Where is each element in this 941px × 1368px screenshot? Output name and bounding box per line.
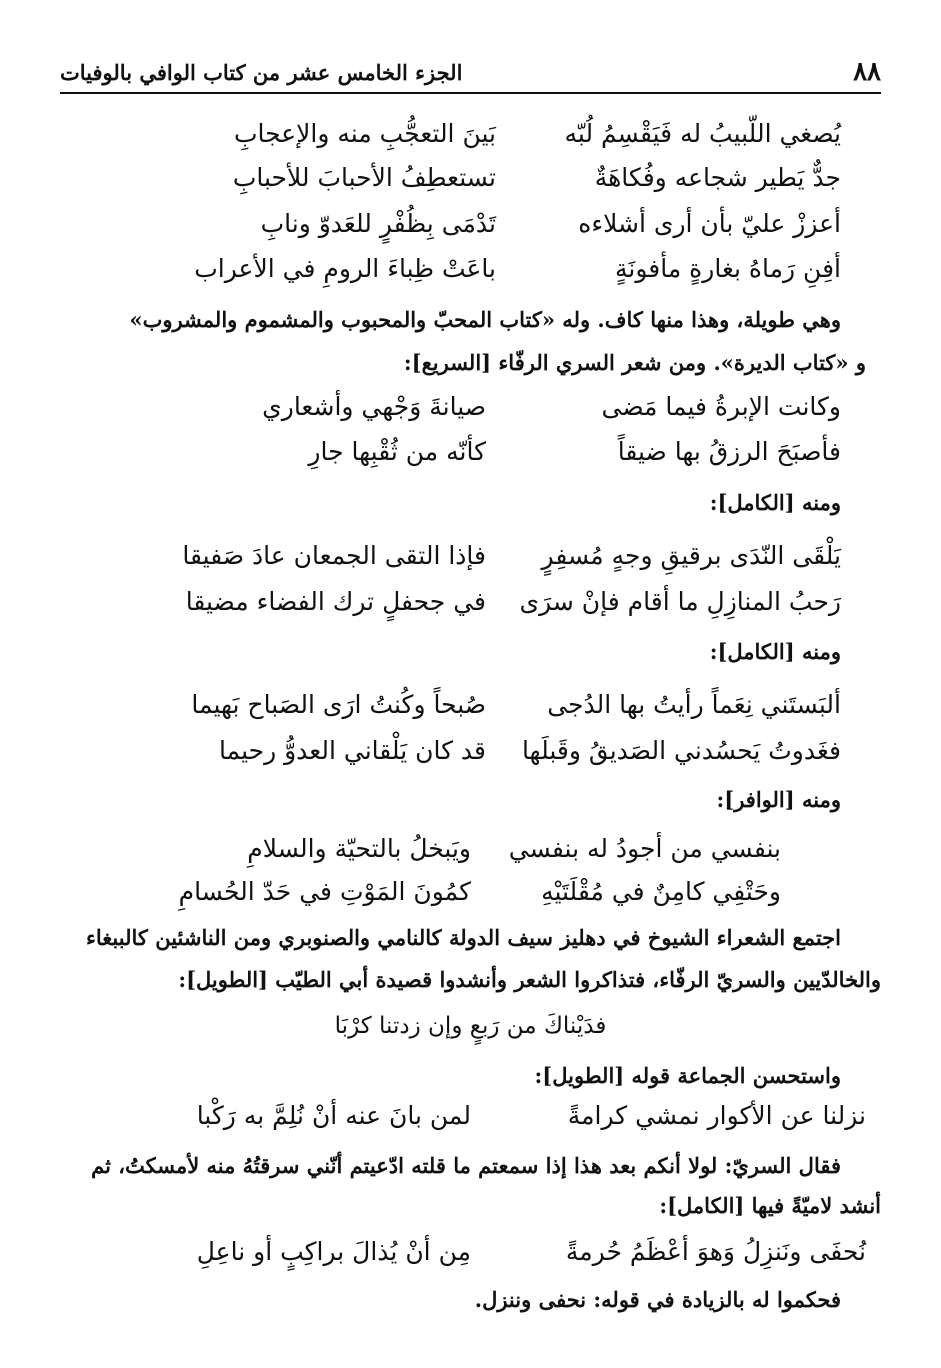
verse-hemistich-first: نُحفَى ونَنزِلُ وَهوَ أعْظَمُ حُرمةً [565,1237,866,1266]
verse-line [0,578,941,626]
verse-hemistich-second: ويَبخلُ بالتحيّة والسلامِ [247,834,471,863]
verse-hemistich-second: فإذا التقى الجمعان عادَ صَفيقا [182,541,486,570]
running-title: الجزء الخامس عشر من كتاب الوافي بالوفيات [60,59,463,85]
verse-hemistich-second: بَينَ التعجُّبِ منه والإعجابِ [233,119,496,148]
verse-line [0,383,941,431]
verse-hemistich-first: يَلْقَى النّدَى برقيقِ وجهٍ مُسفِرٍ [541,541,841,570]
meter-label: ومنه [الكامل]: [709,639,841,664]
verse-line [0,245,941,293]
prose-line: فقال السريّ: لولا أنكم بعد هذا إذا سمعتم ما قلته ادّعيتم أنّني سرقتُهُ منه لأمسكتُ، ثم [91,1153,841,1178]
verse-hemistich-second: في جحفلٍ ترك الفضاء مضيقا [185,587,486,616]
verse-hemistich-second: تستعطِفُ الأحبابَ للأحبابِ [232,163,496,192]
prose-line: وهي طويلة، وهذا منها كاف. وله «كتاب المحبّ والمحبوب والمشموم والمشروب» [129,307,841,332]
verse-line [0,868,941,916]
meter-label: واستحسن الجماعة قوله [الطويل]: [534,1063,841,1088]
verse-hemistich-first: جدٌّ يَطير شجاعه وفُكاهَةٌ [594,163,841,192]
verse-hemistich-second: تَدْمَى بِظُفْرٍ للعَدوّ ونابِ [260,209,496,238]
prose-line: والخالدّيين والسريّ الرفّاء، فتذاكروا الشعر وأنشدوا قصيدة أبي الطيّب [الطويل]: [178,967,881,992]
meter-label: ومنه [الكامل]: [709,490,841,515]
verse-hemistich-second: كأنّه من ثُقْبِها جارِ [308,437,486,466]
verse-line [0,1228,941,1276]
meter-label: ومنه [الوافر]: [716,787,841,812]
prose-line: و «كتاب الديرة». ومن شعر السري الرفّاء [السريع]: [403,350,866,375]
verse-hemistich-second: باعَتْ ظِباءَ الرومِ في الأعراب [194,254,496,283]
verse-hemistich-second: مِن أنْ يُذالَ براكِبٍ أو ناعِلِ [196,1237,471,1266]
prose-line: اجتمع الشعراء الشيوخ في دهليز سيف الدولة كالنامي والصنوبري ومن الناشئين كالببغاء [86,925,841,950]
verse-hemistich-second: صُبحاً وكُنتُ ارَى الصَباح بَهيما [191,690,486,719]
prose-line: أنشد لاميّةً فيها [الكامل]: [659,1193,881,1218]
verse-hemistich-first: رَحبُ المنازِلِ ما أقام فإنْ سرَى [519,587,841,616]
page-number: ٨٨ [853,57,881,87]
verse-line [0,200,941,248]
verse-hemistich-first: أفِنِ رَماهُ بغارةٍ مأفونَةٍ [615,254,841,283]
page-header [60,52,881,94]
verse-line [0,532,941,580]
verse-line [0,681,941,729]
verse-hemistich-first: وحَتْفِي كامِنٌ في مُقْلَتَيْهِ [541,877,781,906]
verse-hemistich-first: أعززْ عليّ بأن أرى أشلاءه [578,209,841,238]
verse-hemistich-first: فغَدوتُ يَحسُدني الصَديقُ وقَبلَها [521,736,841,765]
verse-line [0,110,941,158]
verse-hemistich-first: ألبَستَني نِعَماً رأيتُ بها الدُجى [547,690,841,719]
verse-hemistich-second: قد كان يَلْقاني العدوُّ رحيما [219,736,486,765]
verse-line [0,825,941,873]
verse-hemistich-first: فأصبَحَ الرزقُ بها ضيقاً [617,437,841,466]
verse-hemistich-second: كمُونَ المَوْتِ في حَدّ الحُسامِ [178,877,471,906]
prose-line: فحكموا له بالزيادة في قوله: نحفى وننزل. [474,1287,841,1312]
verse-line [0,727,941,775]
verse-hemistich-first: وكانت الإبرةُ فيما مَضى [601,392,841,421]
verse-hemistich-first: بنفسي من أجودُ له بنفسي [508,834,781,863]
verse-line [0,1092,941,1140]
verse-hemistich-second: لمن بانَ عنه أنْ نُلِمَّ به رَكْبا [196,1101,471,1130]
verse-hemistich-second: صيانةَ وَجْهي وأشعاري [262,392,486,421]
verse-line [0,154,941,202]
centered-verse: فدَيْناكَ من رَبعٍ وإن زدتنا كرْبَا [334,1013,607,1039]
verse-hemistich-first: يُصغي اللّبيبُ له فَيَقْسِمُ لُبّه [564,119,841,148]
verse-hemistich-first: نزلنا عن الأكوار نمشي كرامةً [567,1101,866,1130]
verse-line [0,428,941,476]
